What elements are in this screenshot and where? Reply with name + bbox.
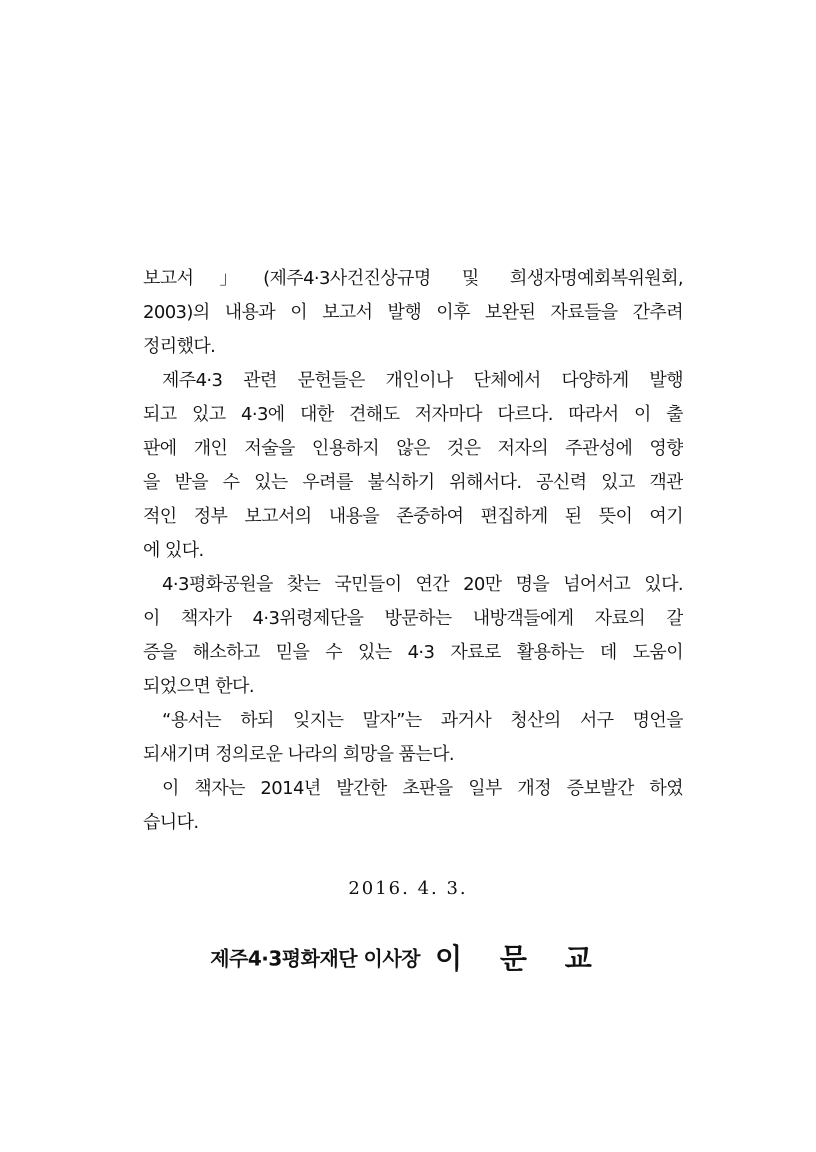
text-line: “용서는 하되 잊지는 말자”는 과거사 청산의 서구 명언을 — [162, 710, 683, 731]
signature-name: 이 문 교 — [435, 941, 606, 975]
text-line: 되고 있고 4·3에 대한 견해도 저자마다 다르다. 따라서 이 출 — [143, 404, 683, 425]
text-line: 증을 해소하고 믿을 수 있는 4·3 자료로 활용하는 데 도움이 — [143, 642, 683, 663]
text-line: 4·3평화공원을 찾는 국민들이 연간 20만 명을 넘어서고 있다. — [162, 574, 683, 595]
body-text — [143, 262, 683, 840]
text-line: 습니다. — [143, 812, 199, 833]
text-line: 되새기며 정의로운 나라의 희망을 품는다. — [143, 744, 455, 765]
text-line: 에 있다. — [143, 540, 204, 561]
text-line: 보고서」(제주4·3사건진상규명 및 희생자명예회복위원회, — [143, 268, 683, 289]
text-line: 판에 개인 저술을 인용하지 않은 것은 저자의 주관성에 영향 — [143, 438, 683, 459]
document-date: 2016. 4. 3. — [348, 878, 468, 899]
text-line: 적인 정부 보고서의 내용을 존중하여 편집하게 된 뜻이 여기 — [143, 506, 683, 527]
text-line: 제주4·3 관련 문헌들은 개인이나 단체에서 다양하게 발행 — [162, 370, 683, 391]
signature-organization: 제주4·3평화재단 이사장 — [210, 946, 421, 971]
text-line: 되었으면 한다. — [143, 676, 254, 697]
text-line: 을 받을 수 있는 우려를 불식하기 위해서다. 공신력 있고 객관 — [143, 472, 683, 493]
text-line: 2003)의 내용과 이 보고서 발행 이후 보완된 자료들을 간추려 — [143, 302, 683, 323]
text-line: 이 책자가 4·3위령제단을 방문하는 내방객들에게 자료의 갈 — [143, 608, 683, 629]
text-line: 정리했다. — [143, 336, 216, 357]
signature — [0, 938, 816, 979]
text-line: 이 책자는 2014년 발간한 초판을 일부 개정 증보발간 하였 — [162, 778, 683, 799]
